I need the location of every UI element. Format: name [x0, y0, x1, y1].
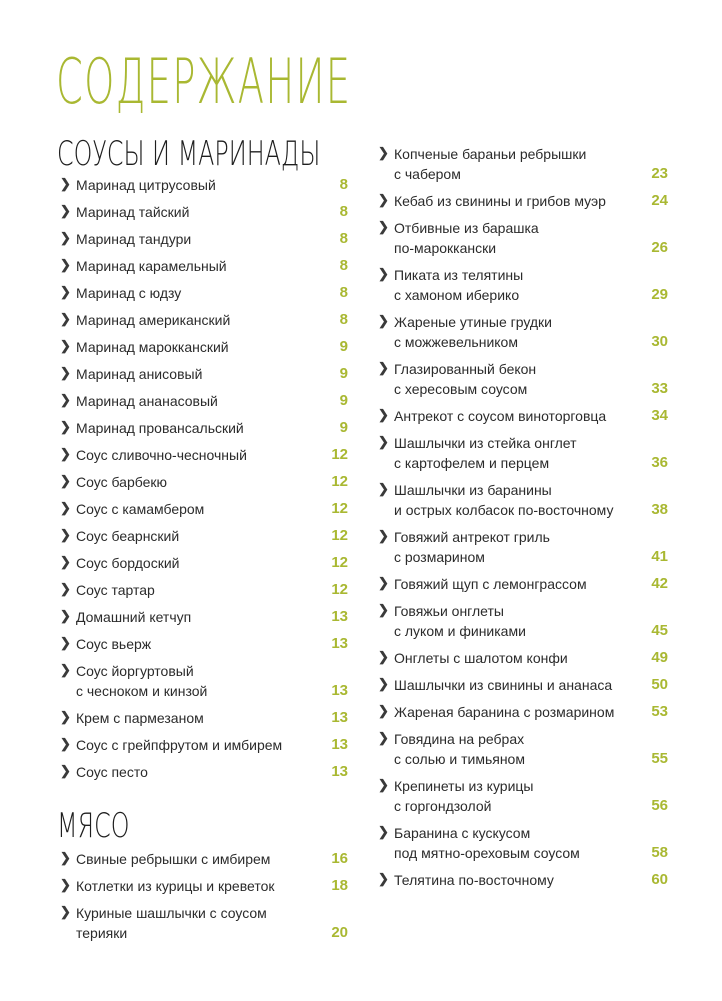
toc-entry[interactable] [60, 225, 348, 252]
page-number: 60 [651, 870, 668, 888]
page-number: 45 [651, 621, 668, 639]
toc-entry-title [76, 762, 312, 782]
page-number: 13 [331, 681, 348, 699]
toc-entry[interactable] [378, 597, 668, 644]
toc-entry-line: Маринад цитрусовый [76, 176, 216, 193]
toc-entry-line: Маринад американский [76, 311, 231, 328]
toc-entry-title [394, 675, 632, 695]
page-number: 8 [339, 202, 348, 220]
toc-entry[interactable] [60, 468, 348, 495]
toc-entry-line: Говядина на ребрах [394, 730, 525, 747]
toc-entry[interactable] [60, 731, 348, 758]
toc-entry-line: Соус с грейпфрутом и имбирем [76, 736, 283, 753]
toc-entry-line: Кебаб из свинины и грибов муэр [394, 192, 606, 209]
toc-entry-line: Маринад ананасовый [76, 392, 218, 409]
chevron-right-icon: ❯ [378, 313, 389, 328]
chevron-right-icon: ❯ [60, 608, 71, 623]
toc-entry-title [76, 849, 312, 869]
toc-entry[interactable] [60, 522, 348, 549]
toc-entry-title [394, 191, 632, 211]
toc-entry[interactable] [60, 252, 348, 279]
chevron-right-icon: ❯ [378, 434, 389, 449]
page-number: 49 [651, 648, 668, 666]
toc-entry-title [76, 337, 312, 357]
page-number: 20 [331, 923, 348, 941]
page-number: 8 [339, 229, 348, 247]
chevron-right-icon: ❯ [60, 850, 71, 865]
chevron-right-icon: ❯ [60, 392, 71, 407]
toc-entry[interactable] [60, 657, 348, 704]
page-number: 8 [339, 283, 348, 301]
toc-entry-line: с горгондзолой [394, 797, 492, 814]
toc-list-meat-continued [378, 140, 668, 893]
chevron-right-icon: ❯ [60, 554, 71, 569]
toc-entry-line: Соус вьерж [76, 635, 152, 652]
toc-entry[interactable] [378, 187, 668, 214]
chevron-right-icon: ❯ [60, 500, 71, 515]
toc-entry-title [394, 601, 632, 641]
toc-entry-line: с картофелем и перцем [394, 454, 550, 471]
toc-entry-line: Шашлычки из свинины и ананаса [394, 676, 613, 693]
toc-entry[interactable] [378, 570, 668, 597]
section-heading-meat: МЯСО [57, 806, 130, 846]
toc-entry-line: Телятина по-восточному [394, 871, 554, 888]
toc-entry-line: Баранина с кускусом [394, 824, 531, 841]
toc-entry-title [76, 310, 312, 330]
toc-entry-line: с чесноком и кинзой [76, 682, 208, 699]
toc-entry[interactable] [378, 725, 668, 772]
page-number: 33 [651, 379, 668, 397]
chevron-right-icon: ❯ [378, 602, 389, 617]
toc-entry-line: с луком и финиками [394, 622, 526, 639]
toc-entry-title [76, 903, 312, 943]
chevron-right-icon: ❯ [60, 736, 71, 751]
chevron-right-icon: ❯ [378, 649, 389, 664]
page-number: 9 [339, 391, 348, 409]
toc-entry-title [76, 607, 312, 627]
page-number: 18 [331, 876, 348, 894]
toc-entry[interactable] [60, 495, 348, 522]
toc-entry[interactable] [60, 576, 348, 603]
toc-entry[interactable] [378, 429, 668, 476]
toc-entry-line: Онглеты с шалотом конфи [394, 649, 568, 666]
toc-entry-line: Соус с камамбером [76, 500, 205, 517]
toc-entry[interactable] [60, 758, 348, 785]
chevron-right-icon: ❯ [60, 473, 71, 488]
page-title: СОДЕРЖАНИЕ [56, 45, 352, 118]
page-number: 55 [651, 749, 668, 767]
toc-entry-line: Домашний кетчуп [76, 608, 192, 625]
toc-entry-title [76, 472, 312, 492]
page-number: 53 [651, 702, 668, 720]
toc-entry-line: Антрекот с соусом виноторговца [394, 407, 607, 424]
toc-entry[interactable] [378, 261, 668, 308]
toc-entry-title [76, 735, 312, 755]
page-number: 36 [651, 453, 668, 471]
toc-entry-title [76, 661, 312, 701]
page-number: 26 [651, 238, 668, 256]
toc-entry[interactable] [378, 772, 668, 819]
page-number: 12 [331, 499, 348, 517]
page-number: 8 [339, 310, 348, 328]
toc-entry-line: с чабером [394, 165, 461, 182]
toc-entry-title [394, 480, 632, 520]
toc-entry-line: Говяжий антрекот гриль [394, 528, 550, 545]
toc-entry-title [76, 708, 312, 728]
toc-entry-title [394, 729, 632, 769]
toc-entry-line: Жареные утиные грудки [394, 313, 552, 330]
toc-entry[interactable] [60, 549, 348, 576]
page-number: 42 [651, 574, 668, 592]
toc-entry-line: с розмарином [394, 548, 485, 565]
toc-entry-line: Крем с пармезаном [76, 709, 204, 726]
toc-list-meat [60, 845, 348, 946]
page-number: 8 [339, 256, 348, 274]
chevron-right-icon: ❯ [378, 730, 389, 745]
toc-entry-line: с хамоном иберико [394, 286, 520, 303]
toc-entry-title [394, 870, 632, 890]
toc-entry-line: с хересовым соусом [394, 380, 528, 397]
page-number: 12 [331, 472, 348, 490]
toc-entry-title [394, 574, 632, 594]
chevron-right-icon: ❯ [378, 871, 389, 886]
toc-entry-title [76, 553, 312, 573]
toc-entry[interactable] [60, 845, 348, 872]
toc-entry-line: Соус бордоский [76, 554, 180, 571]
chevron-right-icon: ❯ [378, 266, 389, 281]
toc-entry[interactable] [60, 387, 348, 414]
toc-entry[interactable] [378, 819, 668, 866]
toc-entry-title [76, 580, 312, 600]
toc-entry-line: Свиные ребрышки с имбирем [76, 850, 271, 867]
toc-entry-line: Куриные шашлычки с соусом терияки [76, 904, 267, 941]
toc-entry[interactable] [60, 171, 348, 198]
toc-entry[interactable] [60, 630, 348, 657]
toc-entry-title [394, 406, 632, 426]
chevron-right-icon: ❯ [60, 877, 71, 892]
toc-entry-line: Маринад с юдзу [76, 284, 182, 301]
page-number: 13 [331, 634, 348, 652]
toc-entry-line: Соус йоргуртовый [76, 662, 194, 679]
page-number: 13 [331, 607, 348, 625]
toc-entry[interactable] [60, 306, 348, 333]
page-number: 24 [651, 191, 668, 209]
toc-entry-line: Жареная баранина с розмарином [394, 703, 615, 720]
toc-entry-title [76, 364, 312, 384]
page-number: 12 [331, 553, 348, 571]
chevron-right-icon: ❯ [378, 192, 389, 207]
page-number: 50 [651, 675, 668, 693]
toc-entry-line: Пиката из телятины [394, 266, 524, 283]
toc-entry-line: Шашлычки из баранины [394, 481, 552, 498]
toc-entry-line: Маринад карамельный [76, 257, 227, 274]
page-number: 9 [339, 418, 348, 436]
toc-entry-line: Говяжий щуп с лемонграссом [394, 575, 587, 592]
toc-entry-line: под мятно-ореховым соусом [394, 844, 580, 861]
chevron-right-icon: ❯ [60, 527, 71, 542]
toc-entry-line: Соус тартар [76, 581, 155, 598]
toc-entry[interactable] [60, 279, 348, 306]
chevron-right-icon: ❯ [60, 904, 71, 919]
toc-entry[interactable] [378, 476, 668, 523]
toc-entry-title [76, 876, 312, 896]
chevron-right-icon: ❯ [378, 407, 389, 422]
page-number: 56 [651, 796, 668, 814]
toc-entry-title [394, 527, 632, 567]
chevron-right-icon: ❯ [378, 575, 389, 590]
toc-entry[interactable] [378, 140, 668, 187]
toc-entry-title [394, 648, 632, 668]
page-number: 34 [651, 406, 668, 424]
toc-entry-title [76, 634, 312, 654]
toc-entry-title [76, 283, 312, 303]
page-number: 13 [331, 762, 348, 780]
page-number: 12 [331, 526, 348, 544]
chevron-right-icon: ❯ [60, 581, 71, 596]
toc-entry-title [394, 144, 632, 184]
page-number: 58 [651, 843, 668, 861]
page-number: 16 [331, 849, 348, 867]
toc-entry[interactable] [378, 644, 668, 671]
chevron-right-icon: ❯ [378, 703, 389, 718]
chevron-right-icon: ❯ [60, 176, 71, 191]
chevron-right-icon: ❯ [378, 145, 389, 160]
page-number: 12 [331, 580, 348, 598]
toc-entry[interactable] [60, 704, 348, 731]
chevron-right-icon: ❯ [60, 763, 71, 778]
toc-entry[interactable] [60, 441, 348, 468]
chevron-right-icon: ❯ [60, 365, 71, 380]
toc-entry-title [394, 776, 632, 816]
toc-entry[interactable] [60, 603, 348, 630]
toc-entry-title [76, 256, 312, 276]
toc-entry-line: Соус песто [76, 763, 148, 780]
chevron-right-icon: ❯ [378, 360, 389, 375]
toc-entry[interactable] [60, 360, 348, 387]
toc-entry[interactable] [378, 866, 668, 893]
page-number: 13 [331, 708, 348, 726]
chevron-right-icon: ❯ [378, 676, 389, 691]
chevron-right-icon: ❯ [378, 777, 389, 792]
chevron-right-icon: ❯ [60, 203, 71, 218]
toc-entry[interactable] [378, 402, 668, 429]
chevron-right-icon: ❯ [378, 824, 389, 839]
chevron-right-icon: ❯ [378, 481, 389, 496]
chevron-right-icon: ❯ [378, 219, 389, 234]
toc-entry-line: Шашлычки из стейка онглет [394, 434, 577, 451]
toc-entry-title [76, 202, 312, 222]
chevron-right-icon: ❯ [60, 284, 71, 299]
chevron-right-icon: ❯ [60, 311, 71, 326]
toc-entry[interactable] [60, 198, 348, 225]
page-number: 8 [339, 175, 348, 193]
chevron-right-icon: ❯ [60, 230, 71, 245]
toc-list-sauces [60, 171, 348, 785]
toc-entry-line: Котлетки из курицы и креветок [76, 877, 275, 894]
chevron-right-icon: ❯ [60, 419, 71, 434]
toc-entry[interactable] [60, 333, 348, 360]
chevron-right-icon: ❯ [60, 446, 71, 461]
toc-entry-line: Маринад марокканский [76, 338, 229, 355]
page-number: 9 [339, 337, 348, 355]
toc-entry-line: с можжевельником [394, 333, 518, 350]
toc-entry-title [394, 312, 632, 352]
toc-entry-title [76, 499, 312, 519]
page-number: 13 [331, 735, 348, 753]
toc-entry[interactable] [60, 414, 348, 441]
toc-entry-title [76, 391, 312, 411]
toc-entry-line: Отбивные из барашка [394, 219, 539, 236]
toc-entry-title [394, 823, 632, 863]
toc-entry-line: Соус барбекю [76, 473, 168, 490]
chevron-right-icon: ❯ [60, 709, 71, 724]
page-number: 9 [339, 364, 348, 382]
page-number: 41 [651, 547, 668, 565]
toc-entry[interactable] [378, 214, 668, 261]
page-number: 12 [331, 445, 348, 463]
toc-entry-title [76, 418, 312, 438]
chevron-right-icon: ❯ [378, 528, 389, 543]
toc-entry-line: по-мароккански [394, 239, 497, 256]
toc-entry[interactable] [60, 872, 348, 899]
toc-entry-line: Соус беарнский [76, 527, 180, 544]
toc-entry-line: с солью и тимьяном [394, 750, 525, 767]
page-number: 23 [651, 164, 668, 182]
toc-entry-line: Глазированный бекон [394, 360, 537, 377]
page-number: 29 [651, 285, 668, 303]
toc-entry-line: Говяжьи онглеты [394, 602, 504, 619]
toc-entry-title [394, 265, 632, 305]
toc-entry-line: Маринад тандури [76, 230, 192, 247]
toc-entry-line: Маринад провансальский [76, 419, 244, 436]
toc-entry-title [76, 229, 312, 249]
toc-entry-line: Маринад тайский [76, 203, 190, 220]
toc-entry[interactable] [378, 698, 668, 725]
toc-entry-line: и острых колбасок по-восточному [394, 501, 614, 518]
toc-entry[interactable] [378, 355, 668, 402]
toc-entry-title [394, 433, 632, 473]
toc-entry-title [76, 175, 312, 195]
toc-entry-line: Крепинеты из курицы [394, 777, 534, 794]
toc-entry-line: Копченые бараньи ребрышки [394, 145, 587, 162]
toc-entry-title [76, 445, 312, 465]
toc-entry-title [394, 359, 632, 399]
chevron-right-icon: ❯ [60, 338, 71, 353]
chevron-right-icon: ❯ [60, 635, 71, 650]
page-number: 30 [651, 332, 668, 350]
toc-entry-title [394, 702, 632, 722]
toc-entry[interactable] [378, 523, 668, 570]
page-number: 38 [651, 500, 668, 518]
toc-entry-line: Соус сливочно-чесночный [76, 446, 247, 463]
chevron-right-icon: ❯ [60, 257, 71, 272]
toc-entry-line: Маринад анисовый [76, 365, 203, 382]
chevron-right-icon: ❯ [60, 662, 71, 677]
toc-entry[interactable] [378, 308, 668, 355]
toc-entry-title [76, 526, 312, 546]
toc-entry[interactable] [60, 899, 348, 946]
section-heading-sauces: СОУСЫ И МАРИНАДЫ [57, 134, 321, 174]
toc-entry-title [394, 218, 632, 258]
toc-entry[interactable] [378, 671, 668, 698]
